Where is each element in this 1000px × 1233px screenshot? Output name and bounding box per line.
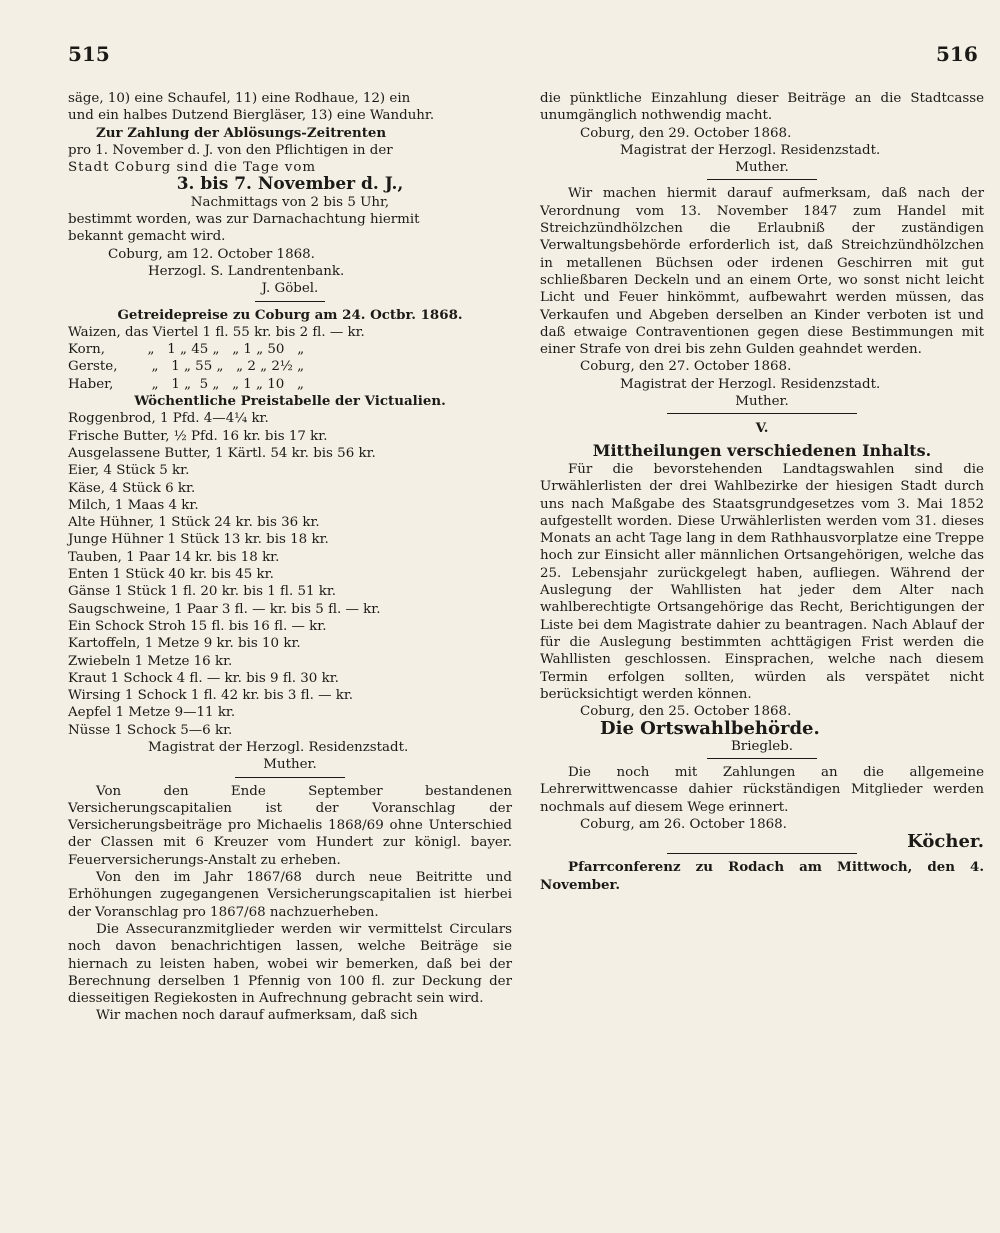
authority: Magistrat der Herzogl. Residenzstadt. (620, 376, 881, 392)
divider (707, 179, 817, 180)
signer: Muther. (735, 160, 789, 176)
getreide-row: Gerste, „ 1 „ 55 „ „ 2 „ 2½ „ (68, 359, 305, 375)
price-row: Saugschweine, 1 Paar 3 fl. — kr. bis 5 fl. — kr. (68, 601, 381, 617)
signer: Briegleb. (730, 738, 794, 754)
price-row: Junge Hühner 1 Stück 13 kr. bis 18 kr. (68, 532, 329, 548)
price-row: Zwiebeln 1 Metze 16 kr. (68, 653, 233, 669)
divider (255, 301, 325, 302)
lehrer-paragraph: Die noch mit Zahlungen an die allgemeine Lehrerwittwencasse dahier rückständigen Mitglieder werden nochmals auf diesem Wege erinnert. (540, 764, 984, 815)
place-date: Coburg, am 12. October 1868. (108, 246, 315, 262)
versicherung-paragraph: Die Assecuranzmitglieder werden wir vermittelst Circulars noch davon benachrichtigen lassen, welche Beiträge sie hiernach zu leisten haben, wobei wir bemerken, daß bei der Berechnung derselben 1 Pfennig von 100 fl. zur Deckung der diesseitigen Regiekosten in Aufrechnung gebracht sein wird. (68, 921, 512, 1007)
page-number-right: 516 (936, 42, 978, 66)
place-date: Coburg, den 25. October 1868. (580, 704, 792, 720)
getreide-row: Korn, „ 1 „ 45 „ „ 1 „ 50 „ (68, 342, 305, 358)
price-row: Eier, 4 Stück 5 kr. (68, 463, 190, 479)
page-number-left: 515 (68, 42, 110, 66)
price-row: Milch, 1 Maas 4 kr. (68, 497, 199, 513)
authority: Magistrat der Herzogl. Residenzstadt. (620, 142, 881, 158)
pfarr-notice: Pfarrconferenz zu Rodach am Mittwoch, den 4. November. (540, 859, 984, 893)
place-date: Coburg, am 26. October 1868. (580, 816, 787, 832)
getreide-row: Haber, „ 1 „ 5 „ „ 1 „ 10 „ (68, 376, 304, 392)
price-row: Aepfel 1 Metze 9—11 kr. (68, 705, 236, 721)
price-row: Ein Schock Stroh 15 fl. bis 16 fl. — kr. (68, 618, 327, 634)
authority: Die Ortswahlbehörde. (600, 718, 820, 740)
signer: Köcher. (907, 831, 984, 853)
getreide-heading: Getreidepreise zu Coburg am 24. Octbr. 1868. (117, 306, 463, 323)
abloesung-line: Zur Zahlung der Ablösungs-Zeitrenten (96, 124, 387, 141)
abloesung-line: bekannt gemacht wird. (68, 229, 226, 245)
abloesung-line: Stadt Coburg sind die Tage vom (68, 160, 317, 176)
left-column (68, 90, 512, 1025)
getreide-row: Waizen, das Viertel 1 fl. 55 kr. bis 2 fl. — kr. (68, 324, 365, 340)
abloesung-dates: 3. bis 7. November d. J., (176, 174, 404, 195)
signer: Muther. (735, 394, 789, 410)
landtag-paragraph: Für die bevorstehenden Landtagswahlen sind die Urwählerlisten der drei Wahlbezirke der hiesigen Stadt durch uns nach Maßgabe des Staatsgrundgesetzes vom 3. Mai 1852 aufgestellt worden. Diese Urwählerlisten werden vom 31. dieses Monats an acht Tage lang in dem Rathhausvorplatze eine Treppe hoch zur Einsicht aller männlichen Ortsangehörigen, welche das 25. Lebensjahr zurückgelegt haben, aufliegen. Während der Auslegung der Wahllisten hat jeder dem Alter nach wahlberechtigte Ortsangehörige das Recht, Berichtigungen der Liste bei dem Magistrate dahier zu beantragen. Nach Ablauf der für die Auslegung bestimmten achttägigen Frist werden die Wahllisten geschlossen. Einsprachen, welche nach diesem Termin erfolgen sollten, würden als verspätet nicht berücksichtigt werden können. (540, 461, 984, 702)
victualien-heading: Wöchentliche Preistabelle der Victualien. (134, 393, 446, 410)
price-row: Kraut 1 Schock 4 fl. — kr. bis 9 fl. 30 kr. (68, 670, 339, 686)
price-row: Ausgelassene Butter, 1 Kärtl. 54 kr. bis 56 kr. (68, 445, 376, 461)
price-row: Kartoffeln, 1 Metze 9 kr. bis 10 kr. (68, 636, 301, 652)
divider (667, 413, 857, 414)
price-row: Tauben, 1 Paar 14 kr. bis 18 kr. (68, 549, 280, 565)
price-row: Roggenbrod, 1 Pfd. 4—4¼ kr. (68, 411, 269, 427)
continuation-text: die pünktliche Einzahlung dieser Beiträge an die Stadtcasse unumgänglich nothwendig macht. (540, 91, 984, 124)
versicherung-paragraph: Von den Ende September bestandenen Versicherungscapitalien ist der Voranschlag der Versicherungsbeiträge pro Michaelis 1868/69 ohne Unterschied der Classen mit 6 Kreuzer vom Hundert zur königl. bayer. Feuerversicherungs-Anstalt zu erheben. (68, 783, 512, 868)
authority: Herzogl. S. Landrentenbank. (148, 263, 345, 279)
price-row: Gänse 1 Stück 1 fl. 20 kr. bis 1 fl. 51 kr. (68, 584, 337, 600)
section-number: V. (755, 420, 769, 437)
signer: J. Göbel. (261, 281, 319, 297)
right-column (540, 90, 984, 894)
abloesung-line: pro 1. November d. J. von den Pflichtigen in der (68, 142, 393, 158)
signer: Muther. (263, 757, 317, 773)
divider (667, 853, 857, 854)
price-row: Frische Butter, ½ Pfd. 16 kr. bis 17 kr. (68, 428, 328, 444)
price-row: Käse, 4 Stück 6 kr. (68, 480, 196, 496)
authority: Magistrat der Herzogl. Residenzstadt. (148, 739, 409, 755)
place-date: Coburg, den 27. October 1868. (580, 359, 792, 375)
price-row: Enten 1 Stück 40 kr. bis 45 kr. (68, 567, 274, 583)
price-row: Wirsing 1 Schock 1 fl. 42 kr. bis 3 fl. — kr. (68, 688, 354, 704)
price-row: Alte Hühner, 1 Stück 24 kr. bis 36 kr. (68, 515, 320, 531)
divider (235, 777, 345, 778)
zuendhoelzchen-paragraph: Wir machen hiermit darauf aufmerksam, daß nach der Verordnung vom 13. November 1847 zum Handel mit Streichzündhölzchen die Erlaubniß der zuständigen Verwaltungsbehörde erforderlich ist, daß Streichzündhölzchen in metallenen Büchsen oder irdenen Geschirren mit gut schließbaren Deckeln und an einem Orte, wo sonst nicht leicht Licht und Feuer hinkömmt, aufbewahrt werden müssen, das Verkaufen und Abgeben derselben an Kinder verboten ist und daß etwaige Contraventionen gegen diese Bestimmungen mit einer Strafe von drei bis zehn Gulden geahndet werden. (540, 186, 984, 358)
section-title: Mittheilungen verschiedenen Inhalts. (592, 440, 932, 460)
abloesung-line: Nachmittags von 2 bis 5 Uhr, (190, 194, 390, 210)
versicherung-paragraph: Wir machen noch darauf aufmerksam, daß sich (96, 1008, 418, 1024)
place-date: Coburg, den 29. October 1868. (580, 125, 792, 141)
intro-line: und ein halbes Dutzend Biergläser, 13) eine Wanduhr. (68, 108, 435, 124)
versicherung-paragraph: Von den im Jahr 1867/68 durch neue Beitritte und Erhöhungen zugegangenen Versicherungscapitalien ist hierbei der Voranschlag pro 1867/68 nachzuerheben. (68, 870, 512, 920)
abloesung-line: bestimmt worden, was zur Darnachachtung hiermit (68, 212, 420, 228)
divider (707, 758, 817, 759)
intro-line: säge, 10) eine Schaufel, 11) eine Rodhaue, 12) ein (68, 91, 411, 106)
price-row: Nüsse 1 Schock 5—6 kr. (68, 722, 233, 738)
